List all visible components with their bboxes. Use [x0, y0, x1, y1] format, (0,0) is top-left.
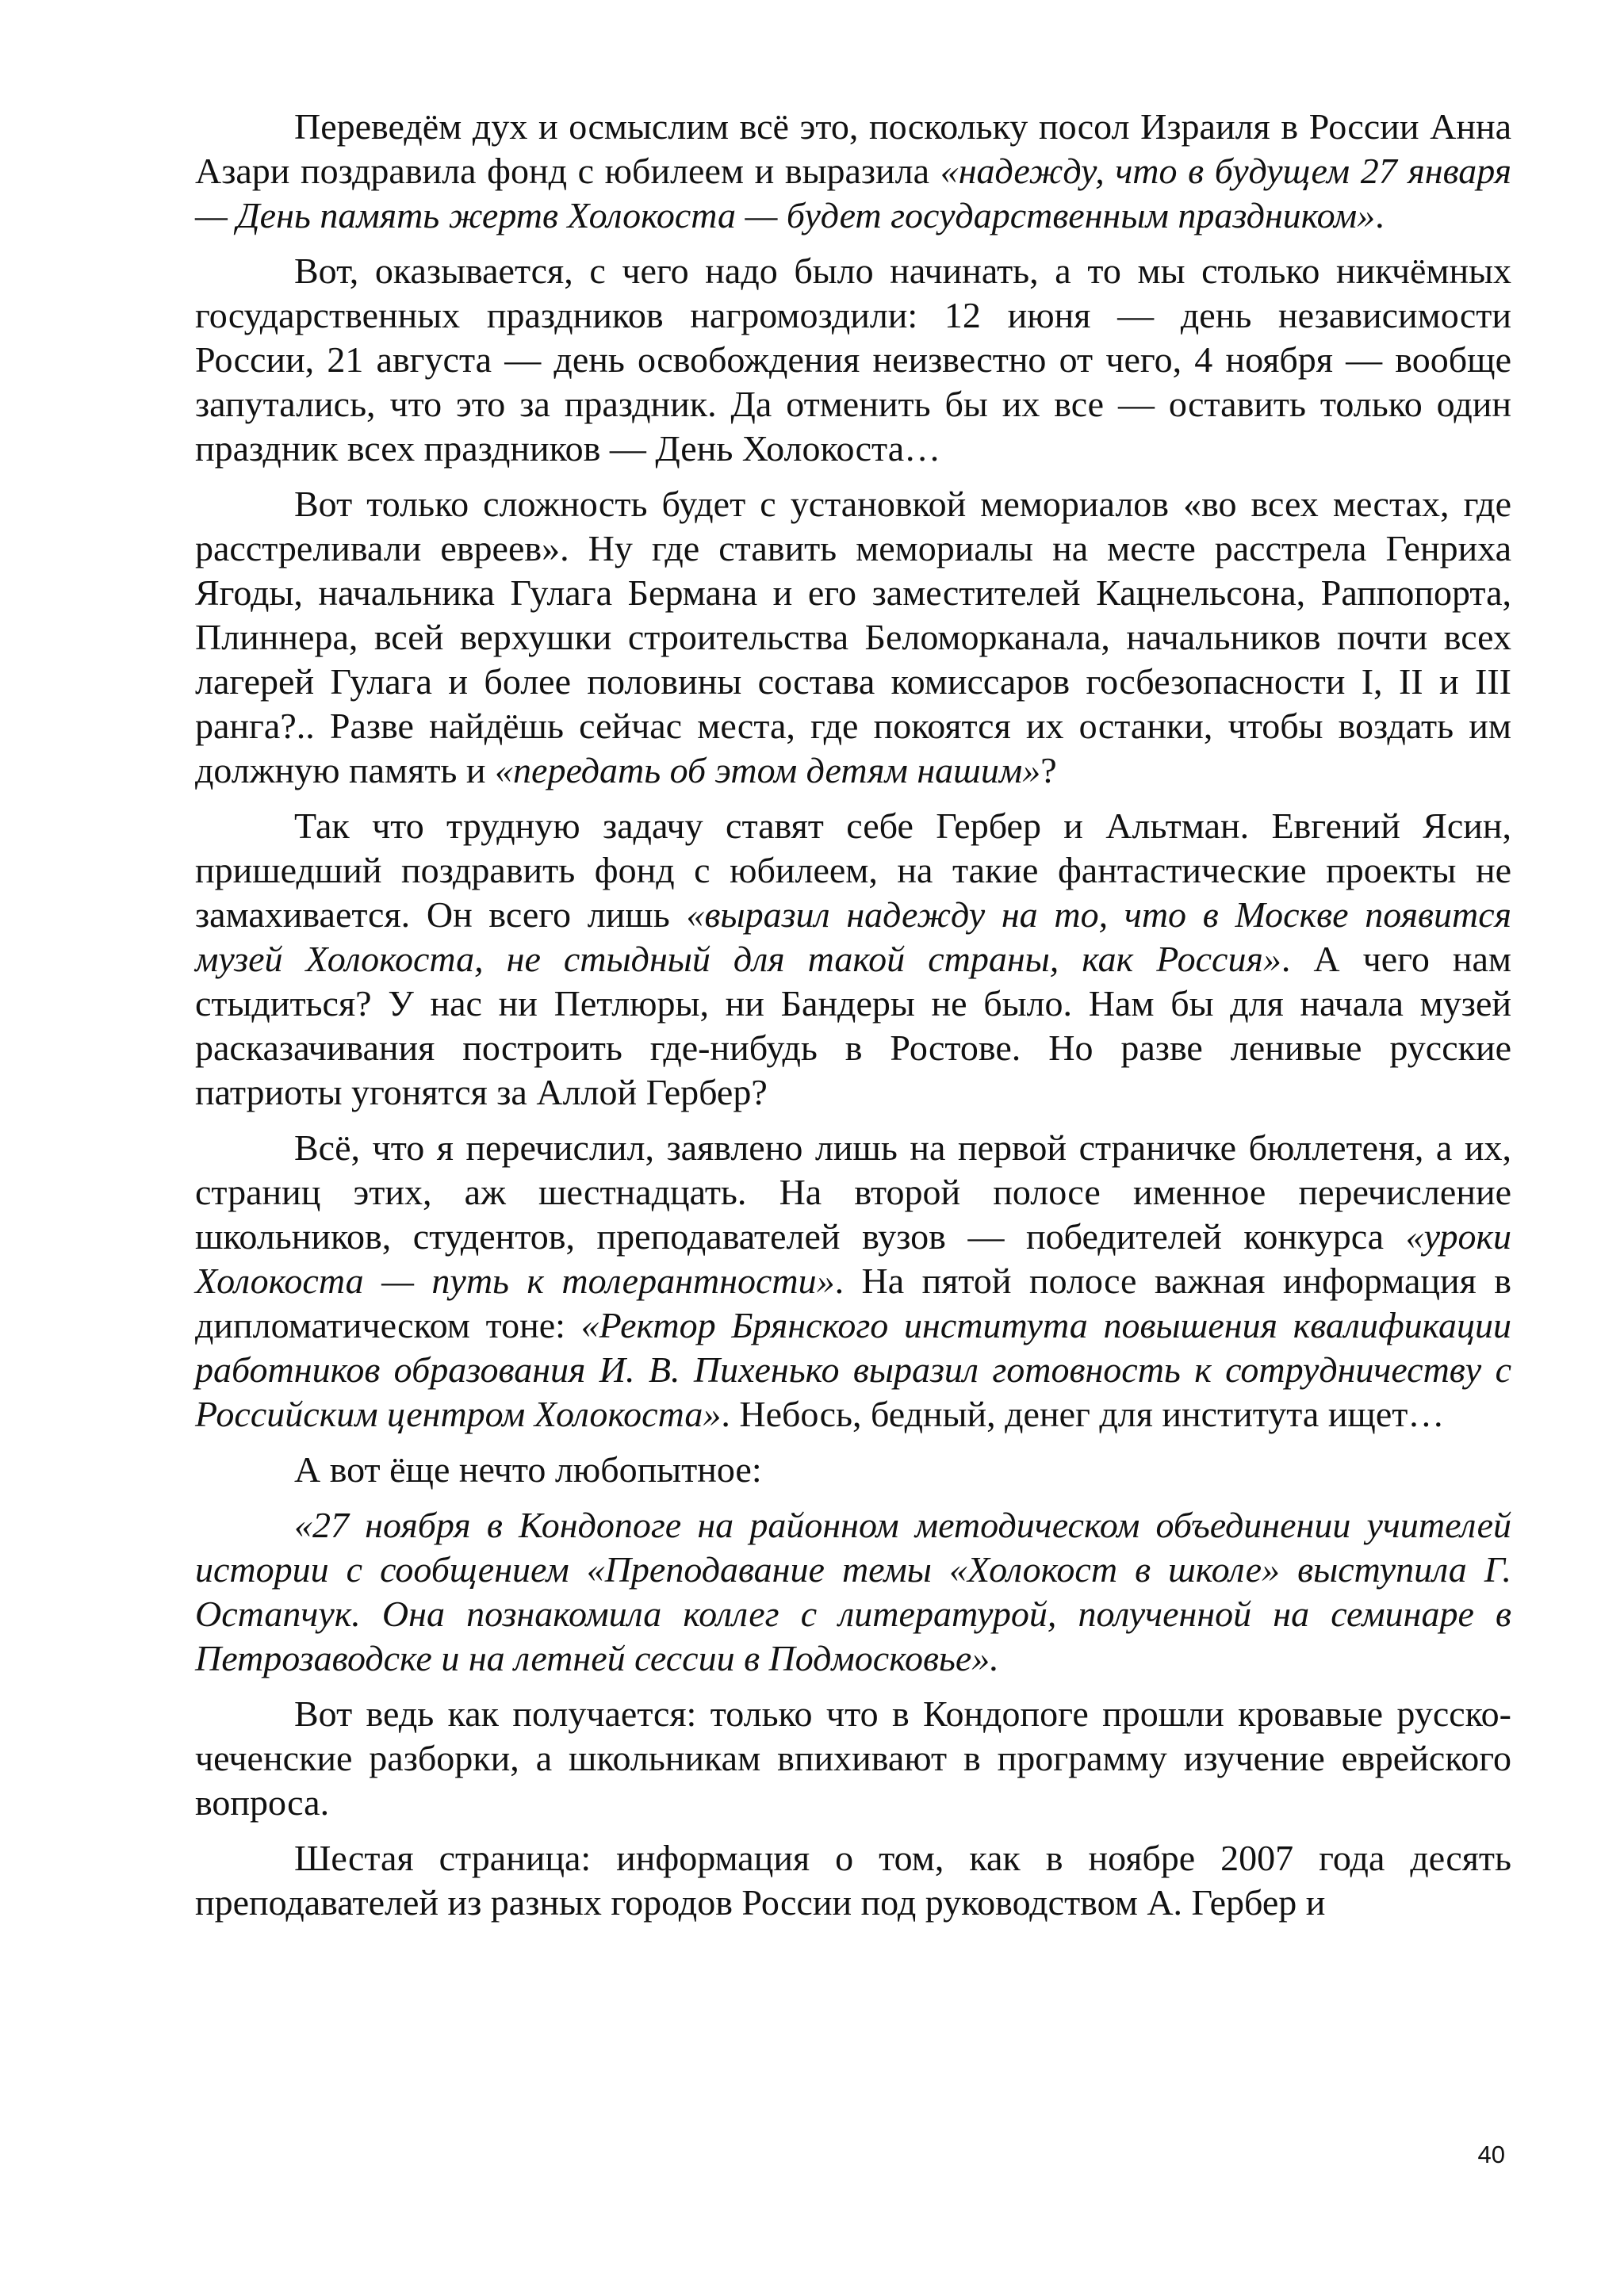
text-run: .: [990, 1638, 999, 1678]
text-run: . А чего нам стыдиться? У нас ни Петлюры, ни Бандеры не было. Нам бы для начала музей расказачивания построить где-нибудь в Ростове. Но разве ленивые русские патриоты угонятся за Аллой Гербер?: [195, 939, 1512, 1112]
paragraph: [195, 1692, 1511, 1825]
quoted-text: «уроки Холокоста — путь к толерантности»: [195, 1216, 1511, 1301]
paragraph: [195, 1126, 1511, 1437]
paragraph: [195, 1448, 1511, 1492]
text-run: А вот ёще нечто любопытное:: [294, 1449, 762, 1490]
quoted-text: «Ректор Брянского института повышения квалификации работников образования И. В. Пихенько выразил готовность к сотрудничеству с Российским центром Холокоста»: [195, 1305, 1511, 1434]
text-run: Шестая страница: информация о том, как в ноябре 2007 года десять преподавателей из разных городов России под руководством А. Гербер и: [195, 1838, 1511, 1923]
paragraph: [195, 482, 1511, 793]
quoted-text: «выразил надежду на то, что в Москве появится музей Холокоста, не стыдный для такой страны, как Россия»: [195, 894, 1511, 979]
text-run: ?: [1040, 750, 1057, 790]
text-run: . Небось, бедный, денег для института ищет…: [721, 1394, 1445, 1434]
paragraph: [195, 1836, 1511, 1925]
text-run: Переведём дух и осмыслим всё это, поскольку посол Израиля в России Анна Азари поздравила фонд с юбилеем и выразила: [195, 106, 1511, 191]
quoted-text: «27 ноября в Кондопоге на районном методическом объединении учителей истории с сообщением «Преподавание темы «Холокост в школе» выступила Г. Остапчук. Она познакомила коллег с литературой, полученной на семинаре в Петрозаводске и на летней сессии в Подмосковье»: [195, 1505, 1511, 1678]
text-run: .: [1375, 195, 1385, 235]
paragraph: [195, 804, 1511, 1115]
quote-paragraph: [195, 1503, 1511, 1681]
document-body: [195, 105, 1511, 1936]
paragraph: [195, 105, 1511, 238]
text-run: Так что трудную задачу ставят себе Гербер и Альтман. Евгений Ясин, пришедший поздравить фонд с юбилеем, на такие фантастические проекты не замахивается. Он всего лишь: [195, 806, 1511, 935]
text-run: Вот ведь как получается: только что в Кондопоге прошли кровавые русско-чеченские разборки, а школьникам впихивают в программу изучение еврейского вопроса.: [195, 1693, 1511, 1823]
quoted-text: «передать об этом детям нашим»: [495, 750, 1041, 790]
quoted-text: «надежду, что в будущем 27 января — День память жертв Холокоста — будет государственным праздником»: [195, 151, 1511, 235]
paragraph: [195, 249, 1511, 471]
text-run: Вот только сложность будет с установкой мемориалов «во всех местах, где расстреливали евреев». Ну где ставить мемориалы на месте расстрела Генриха Ягоды, начальника Гулага Бермана и его заместителей Кацнельсона, Раппопорта, Плиннера, всей верхушки строительства Беломорканала, начальников почти всех лагерей Гулага и более половины состава комиссаров госбезопасности I, II и III ранга?.. Разве найдёшь сейчас места, где покоятся их останки, чтобы воздать им должную память и: [195, 484, 1511, 790]
text-run: Вот, оказывается, с чего надо было начинать, а то мы столько никчёмных государственных праздников нагромоздили: 12 июня — день независимости России, 21 августа — день освобождения неизвестно от чего, 4 ноября — вообще запутались, что это за праздник. Да отменить бы их все — оставить только один праздник всех праздников — День Холокоста…: [195, 251, 1511, 469]
text-run: . На пятой полосе важная информация в дипломатическом тоне:: [195, 1261, 1511, 1345]
page-number: 40: [1477, 2141, 1505, 2168]
text-run: Всё, что я перечислил, заявлено лишь на первой страничке бюллетеня, а их, страниц этих, аж шестнадцать. На второй полосе именное перечисление школьников, студентов, преподавателей вузов — победителей конкурса: [195, 1127, 1511, 1257]
